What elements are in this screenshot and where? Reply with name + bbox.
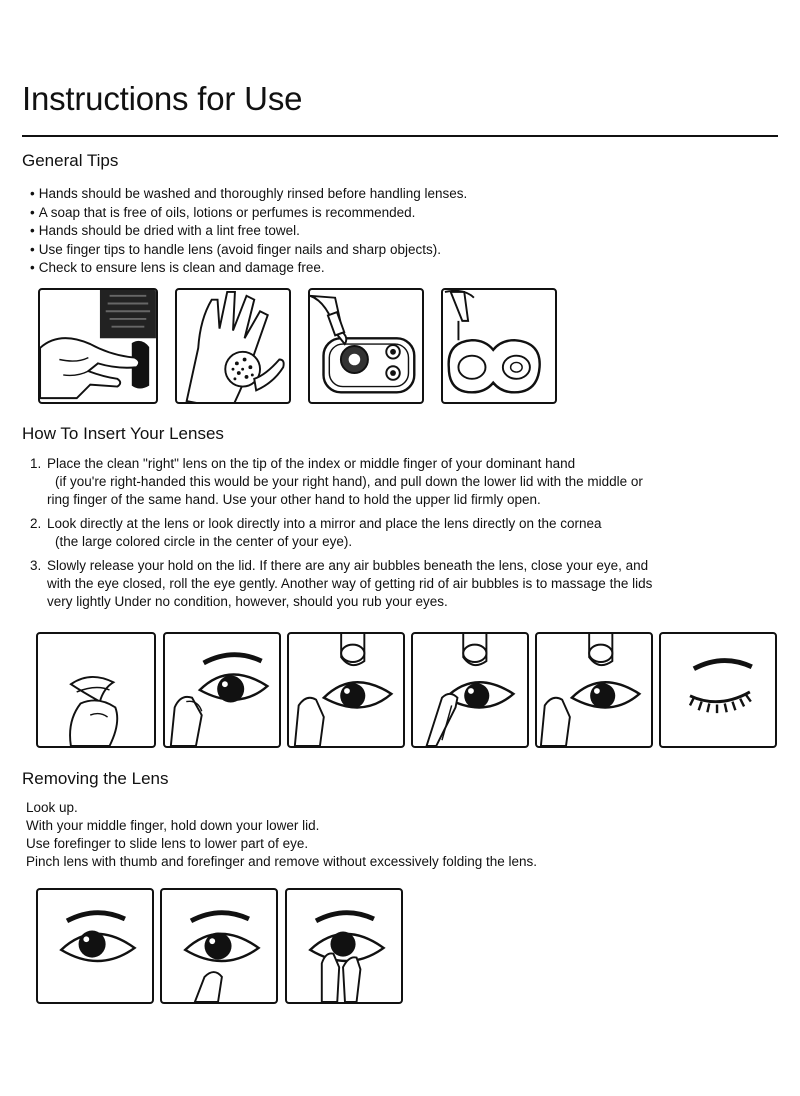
- step-text: Look directly at the lens or look directly into a mirror and place the lens directly on the cornea: [47, 516, 602, 531]
- eye-hold-lid-icon: [289, 634, 403, 746]
- step-text: with the eye closed, roll the eye gently. Another way of getting rid of air bubbles is to massage the lids: [47, 576, 653, 591]
- step-number: 3.: [30, 558, 42, 573]
- eye-pinch-icon: [287, 890, 401, 1002]
- eye-release-icon: [537, 634, 651, 746]
- step-number: 1.: [30, 456, 42, 471]
- eye-hold-down-icon: [162, 890, 276, 1002]
- eye-lid-pull-icon: [165, 634, 279, 746]
- step-text: Slowly release your hold on the lid. If there are any air bubbles beneath the lens, close your eye, and: [47, 558, 649, 573]
- hold-down-lid-illustration: [160, 888, 278, 1004]
- tip-item: • Hands should be washed and thoroughly rinsed before handling lenses.: [30, 185, 467, 204]
- remove-line: Look up.: [26, 800, 78, 815]
- remove-instructions: [26, 799, 537, 871]
- insert-steps-list: [30, 455, 775, 617]
- remove-heading: Removing the Lens: [22, 769, 169, 788]
- eye-place-lens-icon: [413, 634, 527, 746]
- lens-case-rinse-illustration: [441, 288, 557, 404]
- step-text: Place the clean "right" lens on the tip of the index or middle finger of your dominant hand: [47, 456, 576, 471]
- step-text: very lightly Under no condition, however, should you rub your eyes.: [47, 594, 448, 609]
- place-lens-illustration: [411, 632, 529, 748]
- insert-step: [30, 455, 775, 509]
- tip-item: • Check to ensure lens is clean and damage free.: [30, 259, 467, 278]
- eye-look-up-icon: [38, 890, 152, 1002]
- remove-line: Use forefinger to slide lens to lower part of eye.: [26, 836, 309, 851]
- closed-eye-illustration: [659, 632, 777, 748]
- washing-hands-icon: [40, 290, 156, 402]
- dropper-case-icon: [443, 290, 555, 402]
- closed-eye-icon: [661, 634, 775, 746]
- step-number: 2.: [30, 516, 42, 531]
- remove-line: With your middle finger, hold down your lower lid.: [26, 818, 320, 833]
- title-divider: [22, 135, 778, 137]
- look-up-illustration: [36, 888, 154, 1004]
- step-text: ring finger of the same hand. Use your other hand to hold the upper lid firmly open.: [47, 492, 541, 507]
- tip-item: • A soap that is free of oils, lotions or perfumes is recommended.: [30, 204, 467, 223]
- insert-step: [30, 515, 775, 551]
- lens-case-icon: [310, 290, 422, 402]
- insert-heading: How To Insert Your Lenses: [22, 424, 224, 443]
- drying-hands-illustration: [175, 288, 291, 404]
- step-text: (the large colored circle in the center of your eye).: [55, 534, 353, 549]
- release-lid-illustration: [535, 632, 653, 748]
- page-title: Instructions for Use: [22, 80, 303, 117]
- tip-item: • Hands should be dried with a lint free towel.: [30, 222, 467, 241]
- lens-on-fingertip-illustration: [36, 632, 156, 748]
- hold-upper-lid-illustration: [287, 632, 405, 748]
- washing-hands-illustration: [38, 288, 158, 404]
- insert-step: [30, 557, 775, 611]
- pinch-lens-illustration: [285, 888, 403, 1004]
- general-tips-heading: General Tips: [22, 151, 119, 170]
- towel-hand-icon: [177, 290, 289, 402]
- general-tips-list: [30, 185, 467, 278]
- lens-case-illustration: [308, 288, 424, 404]
- tip-item: • Use finger tips to handle lens (avoid finger nails and sharp objects).: [30, 241, 467, 260]
- lens-fingertip-icon: [38, 634, 154, 746]
- remove-line: Pinch lens with thumb and forefinger and remove without excessively folding the lens.: [26, 854, 538, 869]
- pull-lower-lid-illustration: [163, 632, 281, 748]
- step-text: (if you're right-handed this would be your right hand), and pull down the lower lid with the middle or: [55, 474, 643, 489]
